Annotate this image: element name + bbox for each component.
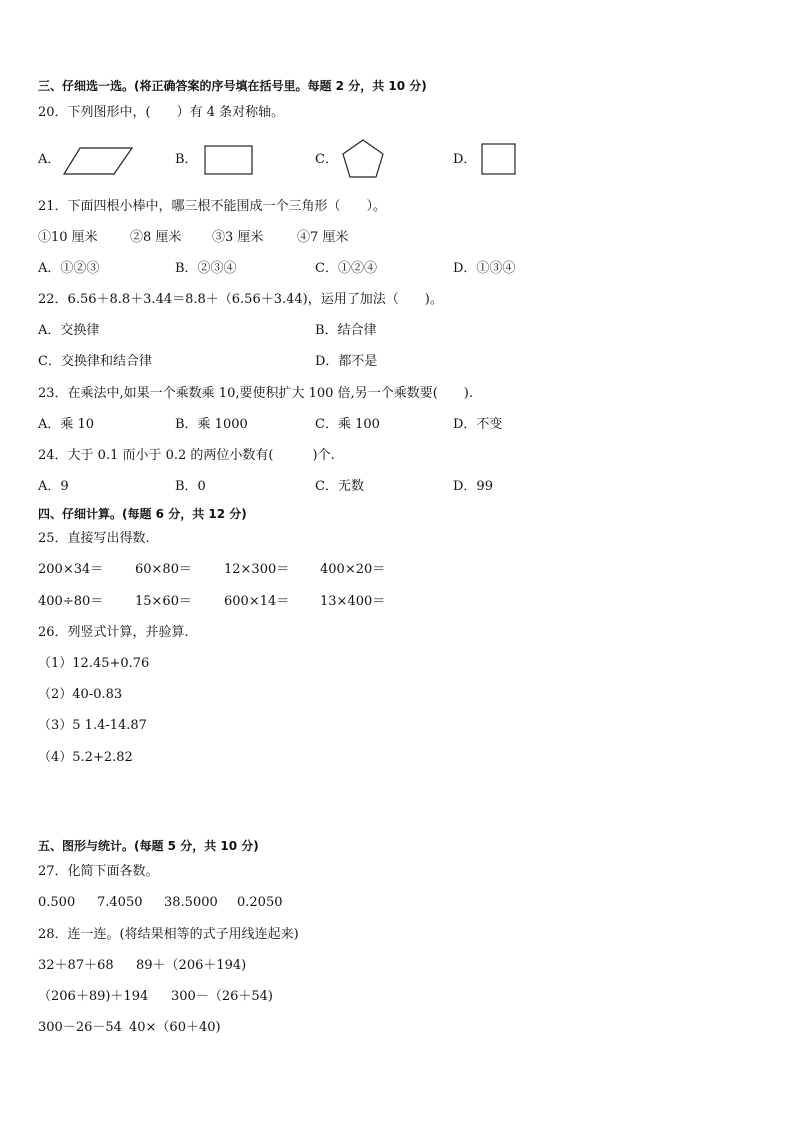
pentagon-shape — [340, 138, 386, 180]
q25-expr: 60×80＝ — [135, 562, 192, 577]
q24-option-d: D．99 — [453, 479, 493, 494]
section-4-heading: 四、仔细计算。(每题 6 分，共 12 分) — [38, 507, 247, 521]
stick-3: ③3 厘米 — [212, 230, 264, 245]
q25-expr: 600×14＝ — [224, 594, 290, 609]
q25-expr: 12×300＝ — [224, 562, 290, 577]
q27-number: 38.5000 — [164, 895, 218, 910]
q23-option-b: B．乘 1000 — [175, 417, 248, 432]
question-23: 23．在乘法中,如果一个乘数乘 10,要使积扩大 100 倍,另一个乘数要( ). — [38, 386, 473, 401]
q25-expr: 400÷80＝ — [38, 594, 104, 609]
q25-expr: 15×60＝ — [135, 594, 192, 609]
rectangle-shape — [203, 144, 255, 176]
q20-option-c-label: C． — [315, 152, 338, 167]
stick-2: ②8 厘米 — [130, 230, 182, 245]
question-28: 28．连一连。(将结果相等的式子用线连起来) — [38, 927, 299, 942]
q28-right-expr: 300－（26＋54) — [171, 989, 273, 1004]
question-20: 20．下列图形中，( ）有 4 条对称轴。 — [38, 105, 285, 120]
q28-right-expr: 89＋（206＋194) — [136, 958, 247, 973]
q22-option-b: B．结合律 — [315, 323, 377, 338]
q23-option-a: A．乘 10 — [38, 417, 95, 432]
parallelogram-shape — [62, 146, 134, 176]
stick-4: ④7 厘米 — [297, 230, 349, 245]
question-25: 25．直接写出得数. — [38, 531, 150, 546]
q21-option-c: C．①②④ — [315, 261, 377, 276]
question-24: 24．大于 0.1 而小于 0.2 的两位小数有( )个. — [38, 448, 335, 463]
q25-expr: 400×20＝ — [320, 562, 386, 577]
q27-number: 0.500 — [38, 895, 76, 910]
question-26: 26．列竖式计算，并验算. — [38, 625, 189, 640]
q28-left-expr: （206＋89)＋194 — [38, 989, 149, 1004]
q27-number: 7.4050 — [97, 895, 143, 910]
q20-option-b-label: B． — [175, 152, 198, 167]
question-27: 27．化简下面各数。 — [38, 864, 159, 879]
q27-number: 0.2050 — [237, 895, 283, 910]
q21-option-d: D．①③④ — [453, 261, 516, 276]
q25-expr: 200×34＝ — [38, 562, 104, 577]
q26-item-3: （3）5 1.4-14.87 — [38, 718, 147, 733]
question-21: 21．下面四根小棒中，哪三根不能围成一个三角形（ ）。 — [38, 199, 387, 214]
q22-option-a: A．交换律 — [38, 323, 100, 338]
section-3-heading: 三、仔细选一选。(将正确答案的序号填在括号里。每题 2 分，共 10 分) — [38, 79, 427, 93]
q21-option-b: B．②③④ — [175, 261, 237, 276]
square-shape — [480, 142, 518, 176]
q26-item-1: （1）12.45+0.76 — [38, 656, 150, 671]
q24-option-c: C．无数 — [315, 479, 364, 494]
q25-expr: 13×400＝ — [320, 594, 386, 609]
question-22: 22．6.56＋8.8＋3.44＝8.8＋（6.56＋3.44)，运用了加法（ )。 — [38, 292, 443, 307]
q20-option-a-label: A． — [38, 152, 61, 167]
stick-1: ①10 厘米 — [38, 230, 98, 245]
q22-option-d: D．都不是 — [315, 354, 378, 369]
q20-option-d-label: D． — [453, 152, 477, 167]
q23-option-d: D．不变 — [453, 417, 503, 432]
q28-left-expr: 300－26－54 — [38, 1020, 122, 1035]
q28-left-expr: 32＋87＋68 — [38, 958, 114, 973]
q26-item-4: （4）5.2+2.82 — [38, 750, 133, 765]
section-5-heading: 五、图形与统计。(每题 5 分，共 10 分) — [38, 839, 259, 853]
q22-option-c: C．交换律和结合律 — [38, 354, 152, 369]
q21-option-a: A．①②③ — [38, 261, 100, 276]
q24-option-a: A．9 — [38, 479, 69, 494]
q24-option-b: B．0 — [175, 479, 206, 494]
q28-right-expr: 40×（60＋40) — [129, 1020, 221, 1035]
q26-item-2: （2）40-0.83 — [38, 687, 123, 702]
q23-option-c: C．乘 100 — [315, 417, 380, 432]
